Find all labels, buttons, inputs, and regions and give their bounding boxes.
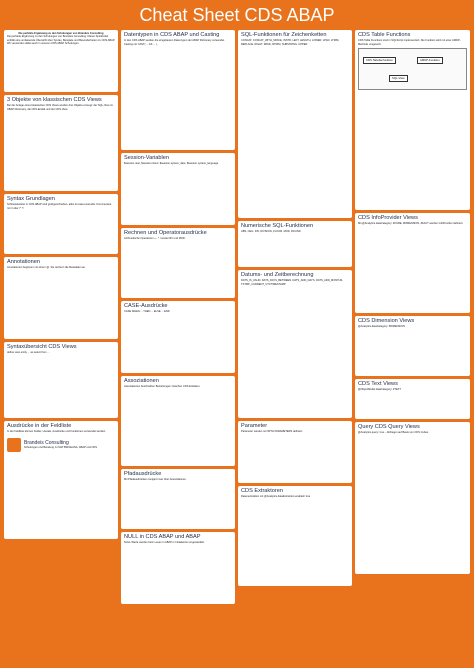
section-infoprov: [355, 213, 470, 313]
diagram-node: SQL-View: [389, 75, 408, 82]
section-heading: Datums- und Zeitberechnung: [241, 272, 314, 278]
section-text: NULL-Werte werden beim Lesen in ABAP in Initialwerte umgewandelt.: [124, 541, 205, 545]
section-heading: Annotationen: [7, 259, 40, 265]
section-text: Mit Pfadausdrücken navigiert man über Assoziationen.: [124, 478, 187, 482]
section-heading: Syntaxübersicht CDS Views: [7, 344, 77, 350]
section-heading: CDS Table Functions: [358, 32, 411, 38]
footer-logo: [7, 438, 115, 452]
section-text: Datenextraktion mit @Analytics.dataExtraction.enabled: true: [241, 495, 311, 499]
section-heading: Assoziationen: [124, 378, 159, 384]
section-param: [238, 421, 352, 483]
section-case: [121, 301, 235, 373]
section-text: DATS_IS_VALID, DATS_DAYS_BETWEEN, DATS_ADD_DAYS, DATS_ADD_MONTHS, TSTMP_CURRENT_UTCTIMESTAMP: [241, 279, 343, 286]
section-null: [121, 532, 235, 604]
diagram-node: AMDP-Funktion: [417, 57, 443, 64]
section-texts: [355, 379, 470, 419]
section-dimension: [355, 316, 470, 376]
column-1: [4, 30, 118, 539]
section-heading: Rechnen und Operatorausdrücke: [124, 230, 207, 236]
section-query: [355, 422, 470, 574]
section-numfunk: [238, 221, 352, 267]
section-heading: Session-Variablen: [124, 155, 169, 161]
section-views: [4, 95, 118, 191]
section-heading: Datentypen in CDS ABAP und Casting: [124, 32, 220, 38]
section-text: Arithmetische Operatoren + - * / sowie DIV und MOD.: [124, 237, 186, 241]
section-annot: [4, 257, 118, 339]
subtitle: Die perfekte Ergänzung zu den Schulungen von Brandeis Consulting: [18, 32, 104, 35]
section-text: Die perfekte Ergänzung zu den Schulungen von Brandeis Consulting. Dieser Spickzettel enthält eine umfassende Übersicht über Syntax, Beispiele und Besonderheiten zu CDS ABAP. Wir verwenden dabei auch in unseren CDS ABAP Schulungen.: [7, 35, 115, 45]
section-heading: CDS Dimension Views: [358, 318, 415, 324]
section-ausdruecke: [4, 421, 118, 539]
table-function-diagram: [358, 48, 467, 90]
section-text: Schlüsselwörter in CDS ABAP sind großgeschrieben, alles ist case-insensitiv. Kommentare mit // oder /* */.: [7, 203, 112, 210]
diagram-node: CDS Tabellenfunktion: [363, 57, 396, 64]
section-datentypen: [121, 30, 235, 150]
section-heading: CASE-Ausdrücke: [124, 303, 168, 309]
page-title: Cheat Sheet CDS ABAP: [139, 5, 335, 25]
company-tagline: Schulungen und Beratung zu SAP BW/4HANA, ABAP und CDS: [24, 446, 98, 450]
section-syntax: [4, 194, 118, 254]
section-heading: NULL in CDS ABAP und ABAP: [124, 534, 201, 540]
section-heading: Ausdrücke in der Feldliste: [7, 423, 72, 429]
column-4: [355, 30, 470, 574]
section-heading: SQL-Funktionen für Zeichenketten: [241, 32, 327, 38]
section-uebersicht: [4, 342, 118, 418]
section-intro: [4, 30, 118, 92]
section-text: ABS, CEIL, DIV, DIVISION, FLOOR, MOD, ROUND: [241, 230, 301, 234]
column-3: [238, 30, 352, 586]
section-text: CDS Table Functions sind in SQLScript implementiert. Die Funktion wird mit einer AMDP-Methode umgesetzt.: [358, 39, 461, 46]
brandeis-logo-icon: [7, 438, 21, 452]
section-session: [121, 153, 235, 225]
section-text: define view entity ... as select from ...: [7, 351, 50, 355]
section-extract: [238, 486, 352, 586]
section-text: Assoziationen beschreiben Beziehungen zwischen CDS Entitäten.: [124, 385, 201, 389]
section-text: Annotationen beginnen mit einem @. Sie reichern die Metadaten an.: [7, 266, 86, 270]
column-2: [121, 30, 235, 604]
section-heading: Syntax Grundlagen: [7, 196, 55, 202]
section-text: Parameter werden mit WITH PARAMETERS definiert.: [241, 430, 303, 434]
section-text: CONCAT, CONCAT_WITH_SPACE, INSTR, LEFT, LENGTH, LOWER, LPAD, LTRIM, REPLACE, RIGHT, RPAD, RTRIM, SUBSTRING, UPPER: [241, 39, 340, 46]
section-text: $session.user, $session.client, $session.system_date, $session.system_language: [124, 162, 219, 166]
section-heading: Parameter: [241, 423, 268, 429]
section-text: @ObjectModel.dataCategory: #TEXT: [358, 388, 401, 392]
section-tablefunc: [355, 30, 470, 210]
section-pfad: [121, 469, 235, 529]
section-heading: CDS Text Views: [358, 381, 398, 387]
section-assoc: [121, 376, 235, 466]
section-text: CASE WHEN ... THEN ... ELSE ... END: [124, 310, 170, 314]
section-heading: Numerische SQL-Funktionen: [241, 223, 314, 229]
section-sqlfunk: [238, 30, 352, 218]
section-heading: CDS InfoProvider Views: [358, 215, 418, 221]
section-datum: [238, 270, 352, 418]
section-text: In den CDS ABAP werden die eingebauten Datentypen der ABAP Dictionary verwendet. Casting mit CAST( ... AS ... ).: [124, 39, 225, 46]
section-heading: 3 Objekte von klassischen CDS Views: [7, 97, 102, 103]
section-rechnen: [121, 228, 235, 298]
section-heading: Pfadausdrücke: [124, 471, 162, 477]
section-text: @Analytics.dataCategory: #DIMENSION: [358, 325, 405, 329]
section-text: Mit @Analytics.dataCategory: #CUBE, #DIMENSION, #FACT werden InfoProvider definiert.: [358, 222, 464, 226]
section-text: In der Feldliste können Felder, Literale, Ausdrücke und Funktionen verwendet werden.: [7, 430, 106, 434]
section-text: @Analytics.query: true – Abfragen auf Basis von CDS Cubes.: [358, 431, 429, 435]
section-heading: CDS Extraktoren: [241, 488, 283, 494]
section-text: Bei der Anlage eines klassischen CDS Views werden drei Objekte erzeugt: der SQL-View im ABAP Dictionary, die CDS-Entität und der CDS-View.: [7, 104, 114, 111]
company-name: Brandeis Consulting: [24, 440, 69, 447]
section-heading: Query CDS Query Views: [358, 424, 420, 430]
